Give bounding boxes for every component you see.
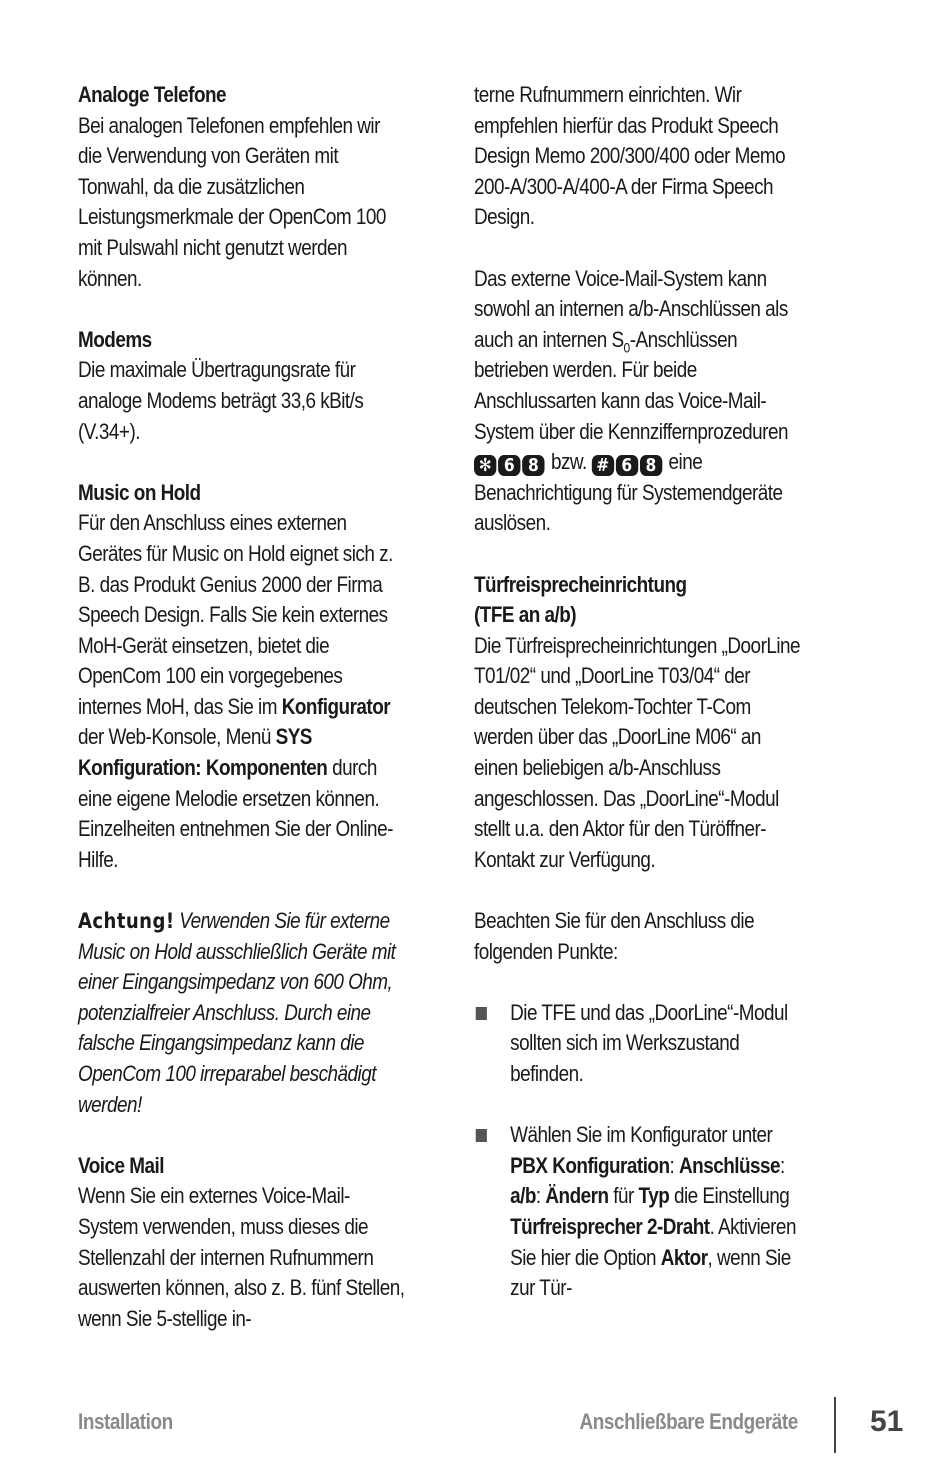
heading-tfe-2: (TFE an a/b) [474, 602, 577, 628]
bullet-2-text-7: . Aktivieren Sie hier die Option [510, 1213, 796, 1270]
page-number: 51 [870, 1405, 904, 1438]
hash-key-icon: # [592, 455, 614, 476]
bullet-2-text-1: Wählen Sie im Konfigurator unter [510, 1122, 773, 1148]
text-moh-1: Für den Anschluss eines externen Gerätes für Music on Hold eignet sich z. B. das Produkt Genius 2000 der Firma Speech Design. Falls Sie kein externes MoH-Gerät einsetzen, bietet die OpenCom 100 ein vorgegebenes internes MoH, das Sie im [78, 510, 393, 719]
text-vm2-2: -Anschlüssen betrieben werden. Für beide Anschlussarten kann das Voice-Mail-System über die Kennziffernprozeduren [474, 326, 788, 444]
right-column [474, 80, 805, 1304]
bullet-list [474, 998, 805, 1304]
bullet-2-text-3: : [780, 1152, 785, 1178]
list-item [474, 1120, 805, 1304]
bullet-2-text-4: : [535, 1183, 541, 1209]
bullet-2-text-5: für [613, 1183, 634, 1209]
key-8-icon: 8 [522, 455, 544, 476]
text-vm2-3: eine Benachrichtigung für Systemendgeräte auslösen. [474, 449, 783, 536]
list-item [474, 998, 805, 1090]
bold-sys-konfiguration: SYS Konfiguration: Komponenten [78, 724, 328, 781]
section-analog [78, 80, 405, 294]
bullet-text-1: Die TFE und das „DoorLine“-Modul sollten sich im Werkszustand befinden. [510, 999, 788, 1086]
heading-voicemail: Voice Mail [78, 1152, 164, 1178]
bullet-2-bold-2: Anschlüsse [679, 1152, 781, 1178]
text-voicemail: Wenn Sie ein externes Voice-Mail-System verwenden, muss dieses die Stellenzahl der internen Rufnummern auswerten können, also z. B. fünf Stellen, wenn Sie 5-stellige in- [78, 1183, 405, 1331]
bullet-2-bold-1: PBX Konfiguration [510, 1152, 670, 1178]
footer-section-label: Installation [78, 1409, 173, 1434]
bullet-2-text-8: , wenn Sie zur Tür- [510, 1244, 791, 1301]
star-key-icon: ✻ [474, 455, 496, 476]
key-6-icon: 6 [498, 455, 520, 476]
text-vm2-1: Das externe Voice-Mail-System kann sowohl an internen a/b-Anschlüssen als auch an internen S [474, 265, 788, 352]
bullet-2-bold-4: Ändern [545, 1183, 609, 1209]
section-tfe [474, 570, 805, 876]
footer-chapter-title: Anschließbare Endgeräte [579, 1409, 798, 1434]
text-tfe: Die Türfreisprecheinrichtungen „DoorLine T01/02“ und „DoorLine T03/04“ der deutschen Telekom-Tochter T-Com werden über das „DoorLine M06“ an einen beliebigen a/b-Anschluss angeschlossen. Das „DoorLine“-Modul stellt u.a. den Aktor für den Türöffner-Kontakt zur Verfügung. [474, 632, 801, 872]
square-bullet-icon [476, 1007, 487, 1020]
text-bzw: bzw. [550, 449, 587, 475]
left-column [78, 80, 405, 1334]
bullet-2-bold-7: Aktor [660, 1244, 708, 1270]
warning-box [78, 906, 405, 1120]
section-modems [78, 325, 405, 447]
heading-tfe-1: Türfreisprecheinrichtung [474, 571, 687, 597]
bullet-2-bold-3: a/b [510, 1183, 536, 1209]
section-voicemail [78, 1151, 405, 1335]
bullet-2-text-2: : [669, 1152, 675, 1178]
key-8-icon: 8 [640, 455, 662, 476]
heading-moh: Music on Hold [78, 479, 201, 505]
subscript-zero: 0 [623, 339, 630, 356]
bold-konfigurator: Konfigurator [281, 693, 391, 719]
warning-text: Verwenden Sie für externe Music on Hold ausschließlich Geräte mit einer Eingangsimpedanz von 600 Ohm, potenzialfreier Anschluss. Durch eine falsche Eingangsimpedanz kann die OpenCom 100 irreparabel beschädigt werden! [78, 908, 396, 1117]
text-voicemail-cont: terne Rufnummern einrichten. Wir empfehlen hierfür das Produkt Speech Design Memo 200/300/400 oder Memo 200-A/300-A/400-A der Firma Speech Design. [474, 82, 786, 230]
bullet-2-bold-6: Türfreisprecher 2-Draht [510, 1213, 710, 1239]
heading-analog: Analoge Telefone [78, 82, 227, 107]
text-tfe-note: Beachten Sie für den Anschluss die folgenden Punkte: [474, 908, 755, 964]
key-6-icon: 6 [616, 455, 638, 476]
bullet-2-bold-5: Typ [638, 1183, 670, 1209]
warning-label: Achtung! [78, 909, 175, 934]
text-moh-2: der Web-Konsole, Menü [78, 724, 271, 750]
square-bullet-icon [476, 1129, 487, 1142]
text-analog: Bei analogen Telefonen empfehlen wir die Verwendung von Geräten mit Tonwahl, da die zusätzlichen Leistungsmerkmale der OpenCom 100 mit Pulswahl nicht genutzt werden können. [78, 112, 386, 291]
heading-modems: Modems [78, 326, 152, 352]
footer-divider [834, 1397, 836, 1453]
section-moh [78, 478, 405, 876]
bullet-2-text-6: die Einstellung [673, 1183, 790, 1209]
text-modems: Die maximale Übertragungsrate für analoge Modems beträgt 33,6 kBit/s (V.34+). [78, 357, 364, 444]
section-voicemail-2 [474, 264, 805, 539]
text-moh-3: durch eine eigene Melodie ersetzen können. Einzelheiten entnehmen Sie der Online-Hilfe. [78, 755, 393, 872]
